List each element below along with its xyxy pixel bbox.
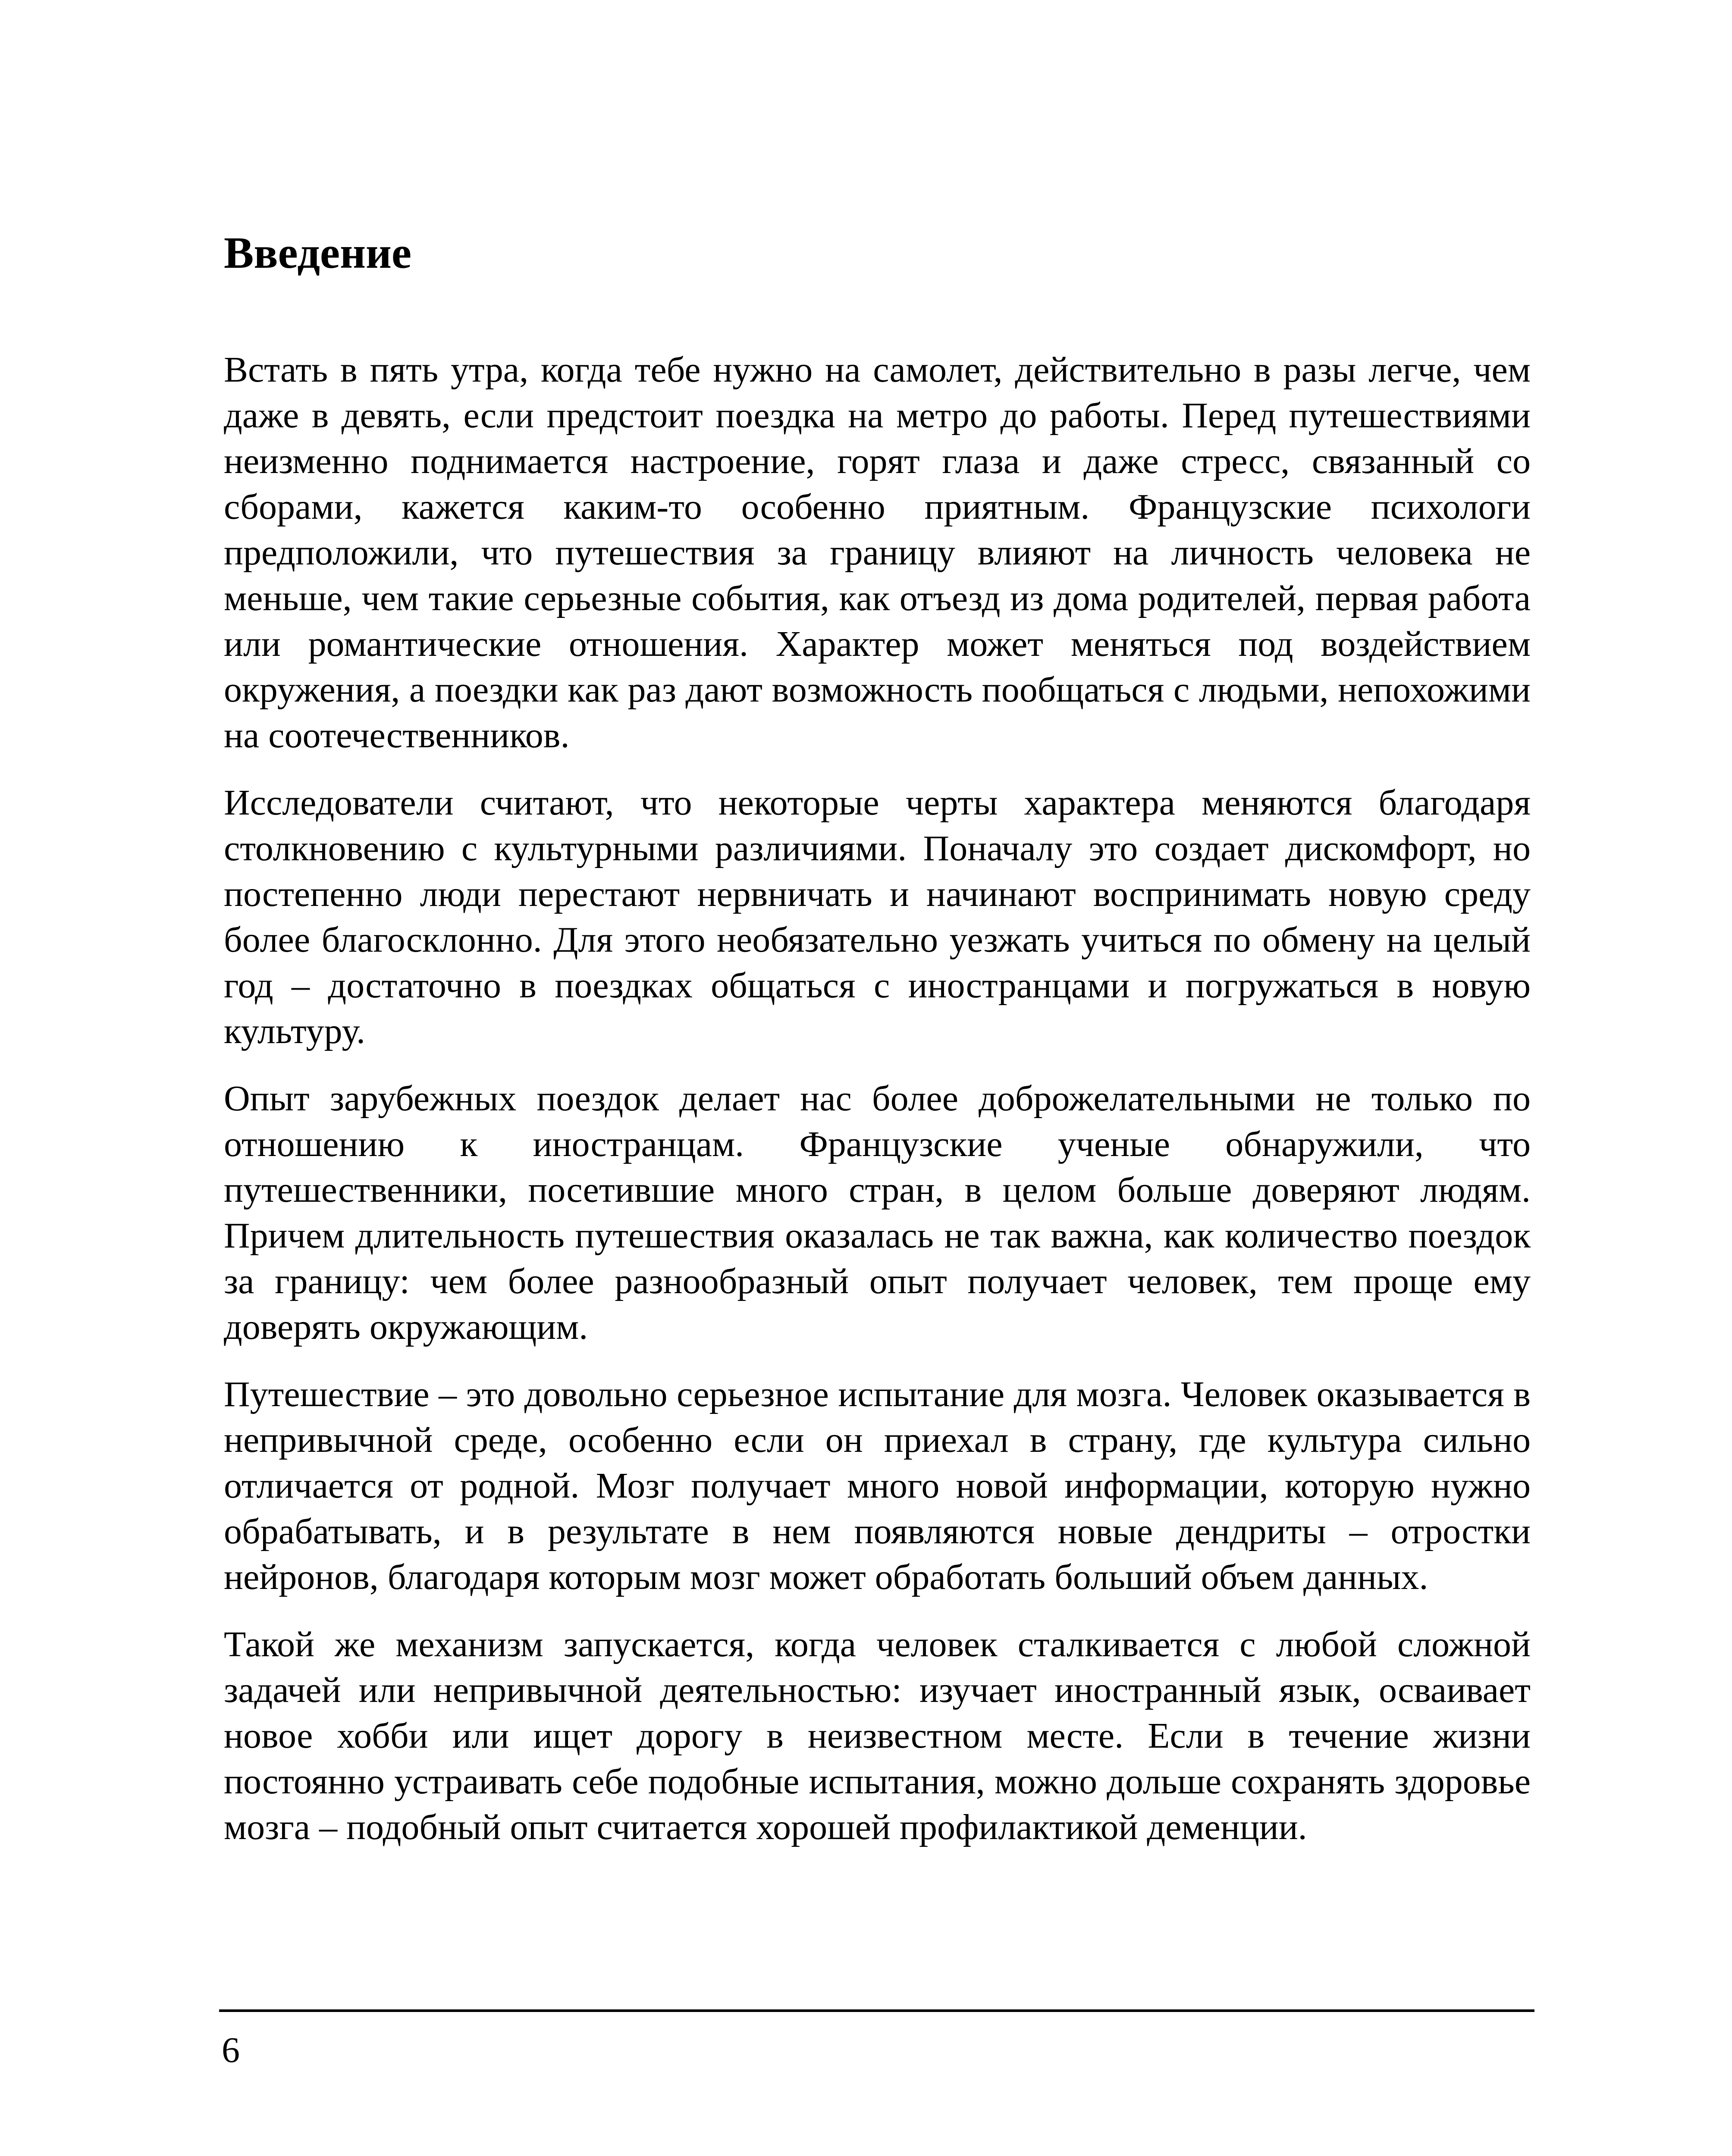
body-text (224, 347, 1531, 1872)
paragraph-1: Встать в пять утра, когда тебе нужно на самолет, действительно в разы легче, чем даже в девять, если предстоит поездка на метро до работы. Перед путешествиями неизменно поднимается настроение, горят глаза и даже стресс, связанный со сборами, кажется каким-то особенно приятным. Французские психологи предположили, что путешествия за границу влияют на личность человека не меньше, чем такие серьезные события, как отъезд из дома родителей, первая работа или романтические отношения. Характер может меняться под воздействием окружения, а поездки как раз дают возможность пообщаться с людьми, непохожими на соотечественников. (224, 350, 1531, 755)
paragraph-4: Путешествие – это довольно серьезное испытание для мозга. Человек оказывается в непривычной среде, особенно если он приехал в страну, где культура сильно отличается от родной. Мозг получает много новой информации, которую нужно обрабатывать, и в результате в нем появляются новые дендриты – отростки нейронов, благодаря которым мозг может обработать больший объем данных. (224, 1374, 1531, 1597)
paragraph-3: Опыт зарубежных поездок делает нас более доброжелательными не только по отношению к иностранцам. Французские ученые обнаружили, что путешественники, посетившие много стран, в целом больше доверяют людям. Причем длительность путешествия оказалась не так важна, как количество поездок за границу: чем более разнообразный опыт получает человек, тем проще ему доверять окружающим. (224, 1078, 1531, 1347)
footer-rule (219, 2009, 1534, 2012)
paragraph-5: Такой же механизм запускается, когда человек сталкивается с любой сложной задачей или непривычной деятельностью: изучает иностранный язык, осваивает новое хобби или ищет дорогу в неизвестном месте. Если в течение жизни постоянно устраивать себе подобные испытания, можно дольше сохранять здоровье мозга – подобный опыт считается хорошей профилактикой деменции. (224, 1624, 1531, 1847)
page-number: 6 (222, 2030, 240, 2070)
paragraph-2: Исследователи считают, что некоторые черты характера меняются благодаря столкновению с культурными различиями. Поначалу это создает дискомфорт, но постепенно люди перестают нервничать и начинают воспринимать новую среду более благосклонно. Для этого необязательно уезжать учиться по обмену на целый год – достаточно в поездках общаться с иностранцами и погружаться в новую культуру. (224, 783, 1531, 1051)
section-heading: Введение (224, 228, 412, 278)
